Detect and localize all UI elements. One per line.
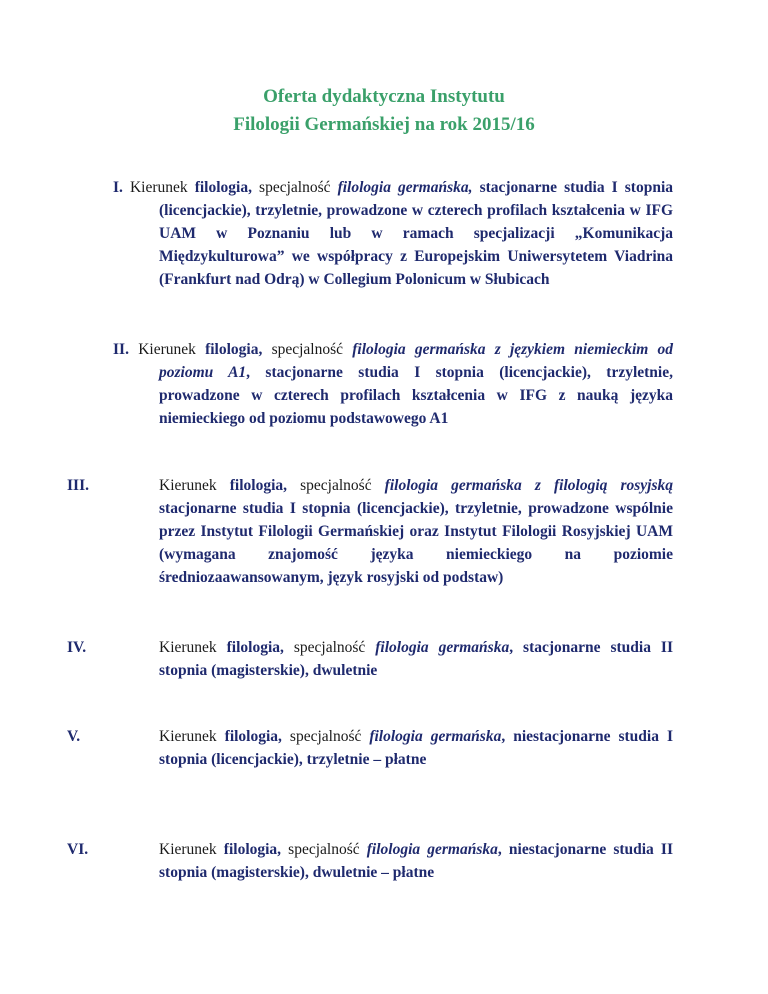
item-part: filologia, bbox=[223, 841, 282, 858]
offer-item-text bbox=[67, 636, 673, 682]
item-part: Kierunek bbox=[159, 728, 225, 745]
offer-item-text bbox=[67, 838, 673, 884]
item-number: II. bbox=[113, 341, 129, 358]
item-part: specjalność bbox=[287, 477, 385, 494]
item-part: filologia germańska z filologią rosyjską bbox=[384, 477, 673, 494]
item-part: specjalność bbox=[281, 841, 367, 858]
item-part: Kierunek bbox=[159, 639, 227, 656]
item-number: III. bbox=[67, 477, 89, 494]
item-part: stacjonarne studia I stopnia (licencjackie), trzyletnie, prowadzone w czterech profilach kształcenia w IFG UAM w Poznaniu lub w ramach specjalizacji „Komunikacja Międzykulturowa” we współpracy z Europejskim Uniwersytetem Viadrina (Frankfurt nad Odrą) w Collegium Polonicum w Słubicach bbox=[159, 179, 674, 288]
item-number: IV. bbox=[67, 639, 87, 656]
item-part: , niestacjonarne studia I stopnia (licencjackie), trzyletnie – płatne bbox=[159, 728, 673, 768]
item-part: Kierunek bbox=[159, 477, 230, 494]
title-line-2: Filologii Germańskiej na rok 2015/16 bbox=[233, 114, 535, 135]
item-part: Kierunek bbox=[129, 179, 195, 196]
item-part: filologia germańska bbox=[366, 841, 498, 858]
title-line-1: Oferta dydaktyczna Instytutu bbox=[263, 86, 505, 107]
item-part: , niestacjonarne studia II stopnia (magisterskie), dwuletnie – płatne bbox=[159, 841, 673, 881]
item-part: filologia germańska bbox=[369, 728, 502, 745]
item-part: filologia, bbox=[194, 179, 252, 196]
item-part: specjalność bbox=[283, 639, 376, 656]
item-part: , stacjonarne studia I stopnia (licencjackie), trzyletnie, prowadzone w czterech profilach kształcenia w IFG z nauką języka niemieckiego od poziomu podstawowego A1 bbox=[159, 364, 673, 427]
item-part: filologia germańska, bbox=[337, 179, 473, 196]
offer-item-4 bbox=[67, 636, 673, 682]
document-title bbox=[0, 83, 768, 139]
item-number: V. bbox=[67, 728, 81, 745]
item-part: specjalność bbox=[281, 728, 370, 745]
item-part: Kierunek bbox=[138, 341, 206, 358]
item-part: filologia, bbox=[229, 477, 288, 494]
item-part: stacjonarne studia I stopnia (licencjackie), trzyletnie, prowadzone wspólnie przez Instytut Filologii Germańskiej oraz Instytut Filologii Rosyjskiej UAM (wymagana znajomość języka niemieckiego na poziomie średniozaawansowanym, język rosyjski od podstaw) bbox=[159, 500, 673, 586]
offer-item-text bbox=[67, 725, 673, 771]
item-part: filologia germańska bbox=[375, 639, 510, 656]
item-part: filologia, bbox=[205, 341, 263, 358]
offer-item-1 bbox=[113, 176, 673, 291]
offer-item-text bbox=[113, 338, 673, 430]
offer-item-text bbox=[67, 474, 673, 589]
item-number: VI. bbox=[67, 841, 89, 858]
item-part: filologia germańska z językiem niemieckim od poziomu A1 bbox=[159, 341, 674, 381]
offer-item-2 bbox=[113, 338, 673, 430]
offer-item-5 bbox=[67, 725, 673, 771]
item-part: , stacjonarne studia II stopnia (magisterskie), dwuletnie bbox=[159, 639, 673, 679]
item-part: specjalność bbox=[262, 341, 353, 358]
offer-item-3 bbox=[67, 474, 673, 589]
item-number: I. bbox=[113, 179, 123, 196]
offer-item-text bbox=[113, 176, 673, 291]
item-part: filologia, bbox=[226, 639, 284, 656]
offer-item-6 bbox=[67, 838, 673, 884]
item-part: specjalność bbox=[251, 179, 338, 196]
item-part: Kierunek bbox=[159, 841, 224, 858]
item-part: filologia, bbox=[224, 728, 282, 745]
